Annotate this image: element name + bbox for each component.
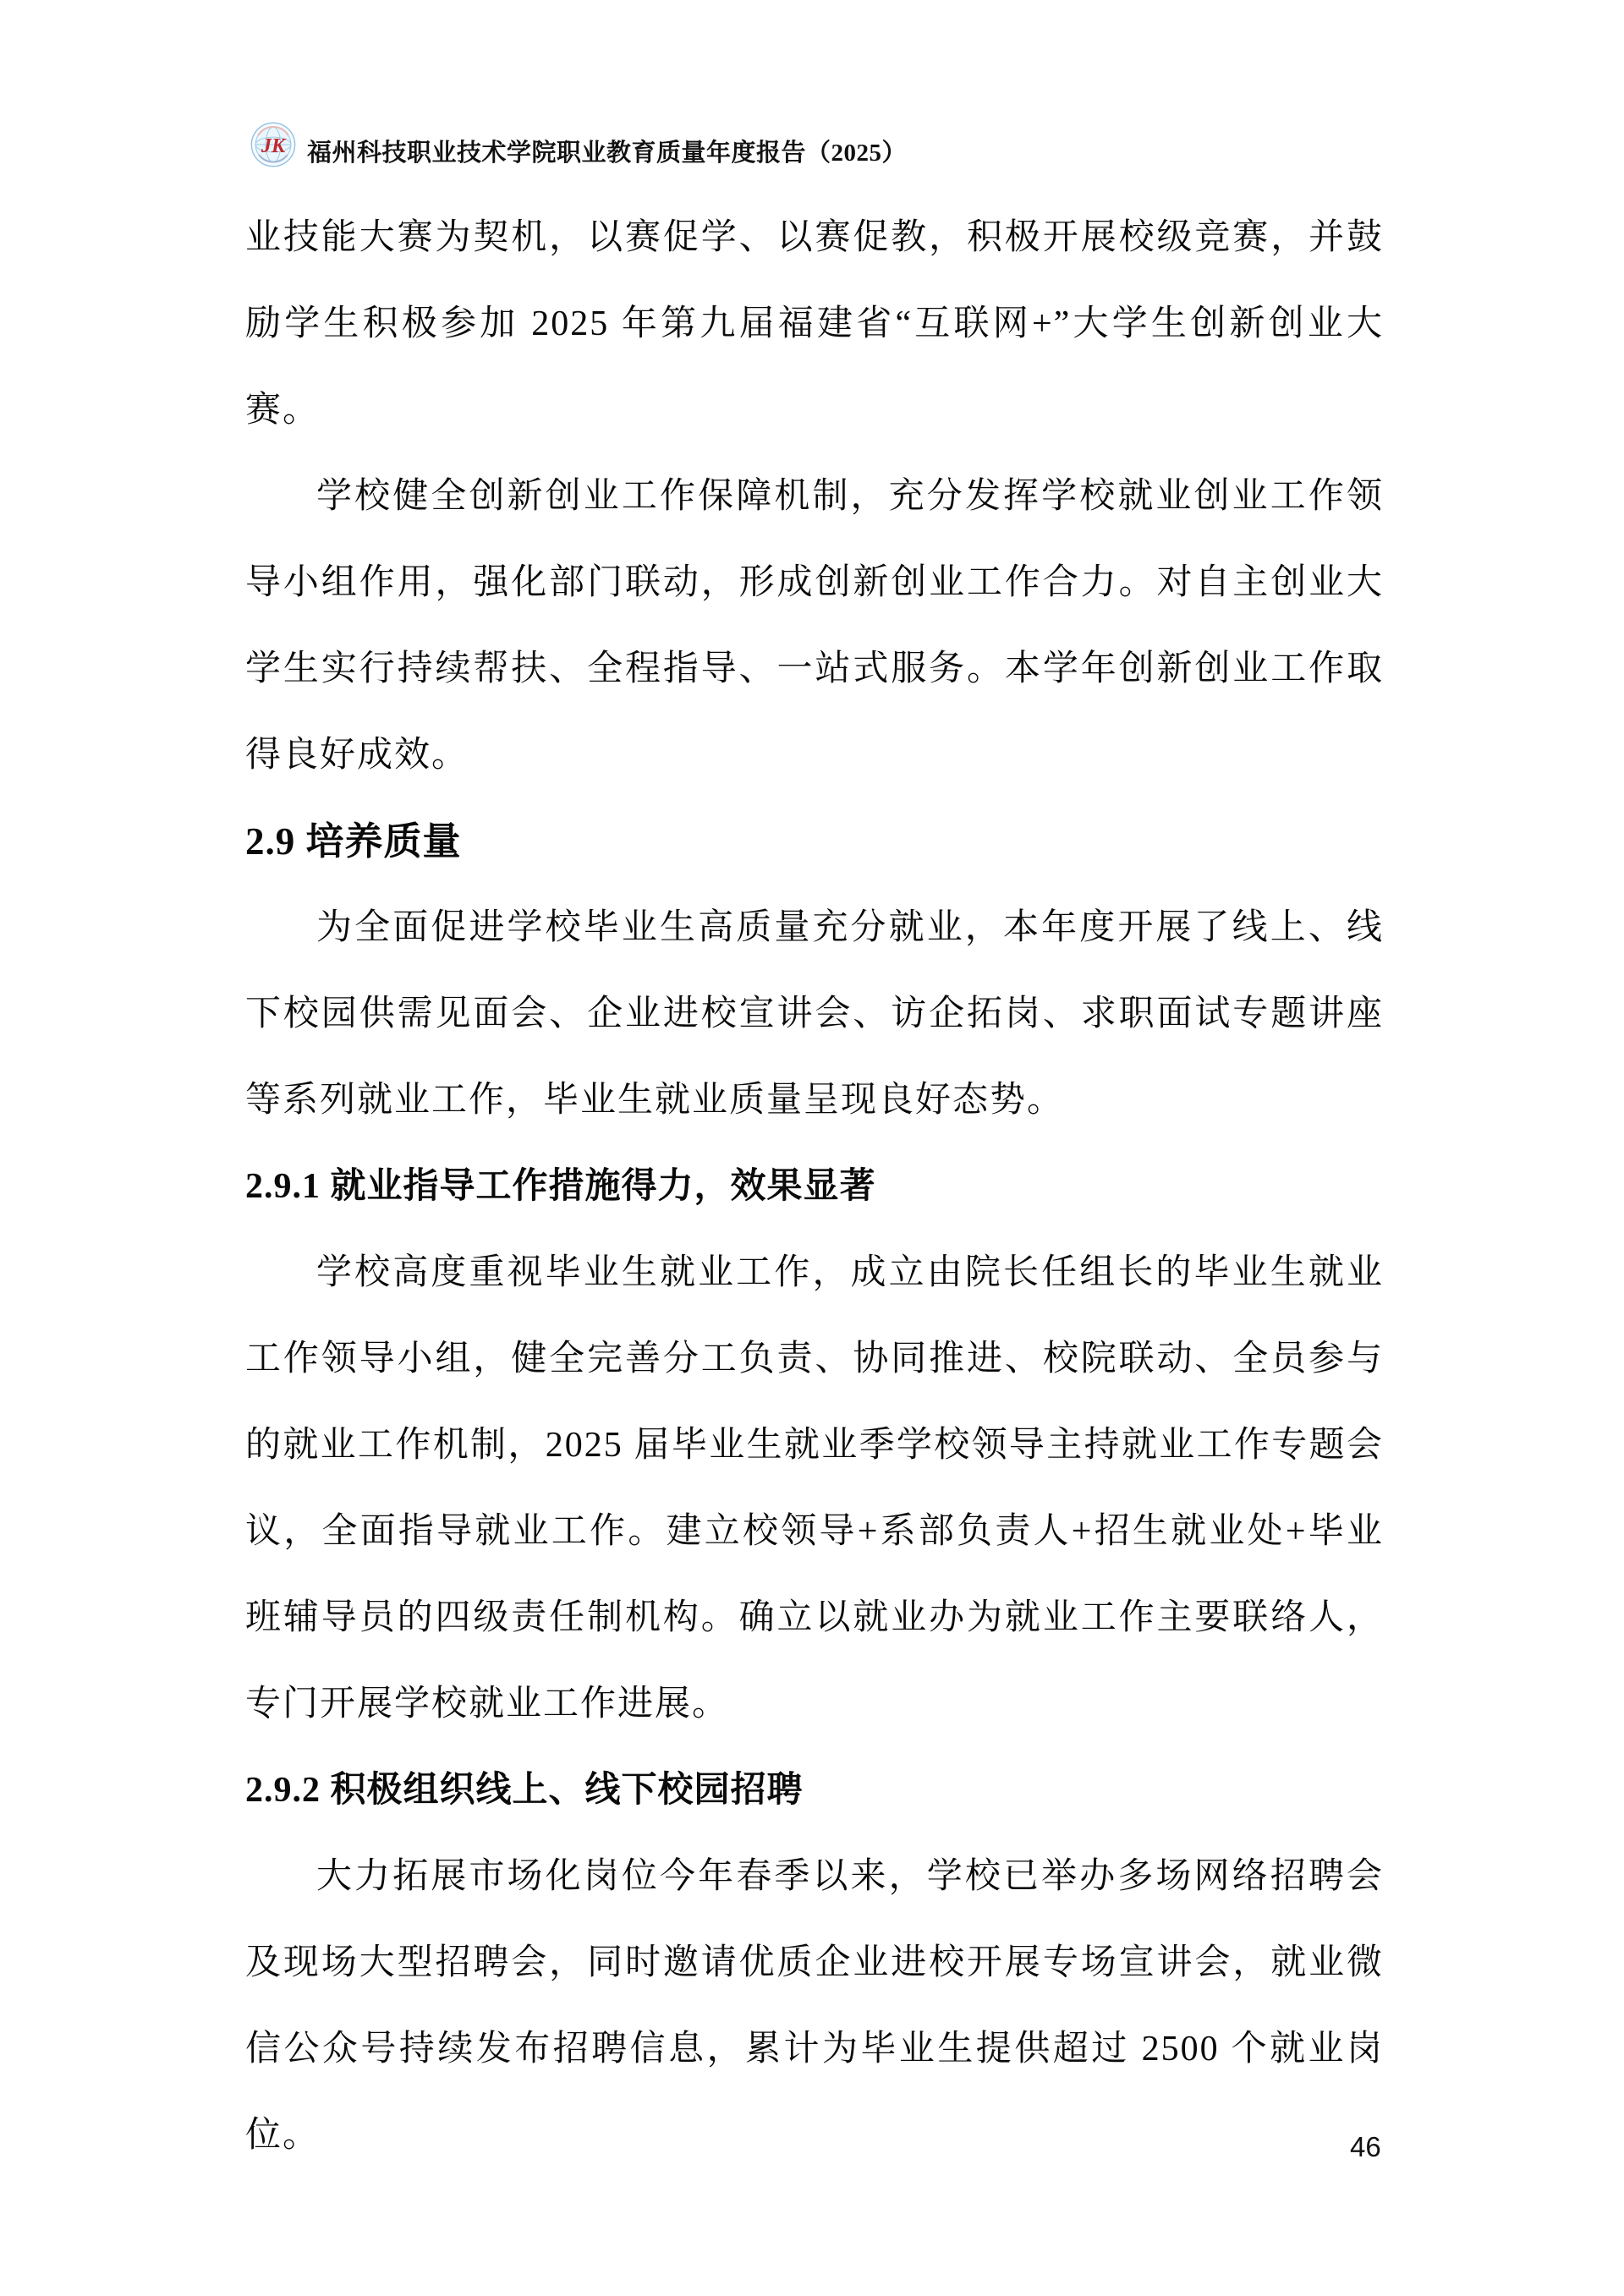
page-header [250, 121, 907, 168]
logo-letters: JK [261, 134, 286, 157]
school-logo-icon [250, 121, 296, 168]
section-heading-2-9-2: 2.9.2 积极组织线上、线下校园招聘 [245, 1771, 804, 1810]
section-heading-2-9: 2.9 培养质量 [245, 820, 462, 863]
page-number: 46 [1350, 2131, 1381, 2162]
paragraph-employment-guidance: 学校高度重视毕业生就业工作，成立由院长任组长的毕业生就业工作领导小组，健全完善分工负责、协同推进、校院联动、全员参与的就业工作机制，2025 届毕业生就业季学校领导主持就业工作专题会议，全面指导就业工作。建立校领导+系部负责人+招生就业处+毕业班辅导员的四级责任制机构。确立以就业办为就业工作主要联络人，专门开展学校就业工作进展。 [245, 1253, 1384, 1723]
document-body [245, 195, 1384, 2178]
paragraph-campus-recruitment: 大力拓展市场化岗位今年春季以来，学校已举办多场网络招聘会及现场大型招聘会，同时邀请优质企业进校开展专场宣讲会，就业微信公众号持续发布招聘信息，累计为毕业生提供超过 2500 个就业岗位。 [245, 1857, 1384, 2155]
paragraph-skills-competition: 业技能大赛为契机，以赛促学、以赛促教，积极开展校级竞赛，并鼓励学生积极参加 2025 年第九届福建省“互联网+”大学生创新创业大赛。 [245, 218, 1384, 430]
report-title: 福州科技职业技术学院职业教育质量年度报告（2025） [307, 140, 908, 167]
section-heading-2-9-1: 2.9.1 就业指导工作措施得力，效果显著 [245, 1167, 876, 1206]
paragraph-innovation-mechanism: 学校健全创新创业工作保障机制，充分发挥学校就业创业工作领导小组作用，强化部门联动，形成创新创业工作合力。对自主创业大学生实行持续帮扶、全程指导、一站式服务。本学年创新创业工作取得良好成效。 [245, 477, 1384, 775]
paragraph-employment-overview: 为全面促进学校毕业生高质量充分就业，本年度开展了线上、线下校园供需见面会、企业进校宣讲会、访企拓岗、求职面试专题讲座等系列就业工作，毕业生就业质量呈现良好态势。 [245, 908, 1384, 1120]
